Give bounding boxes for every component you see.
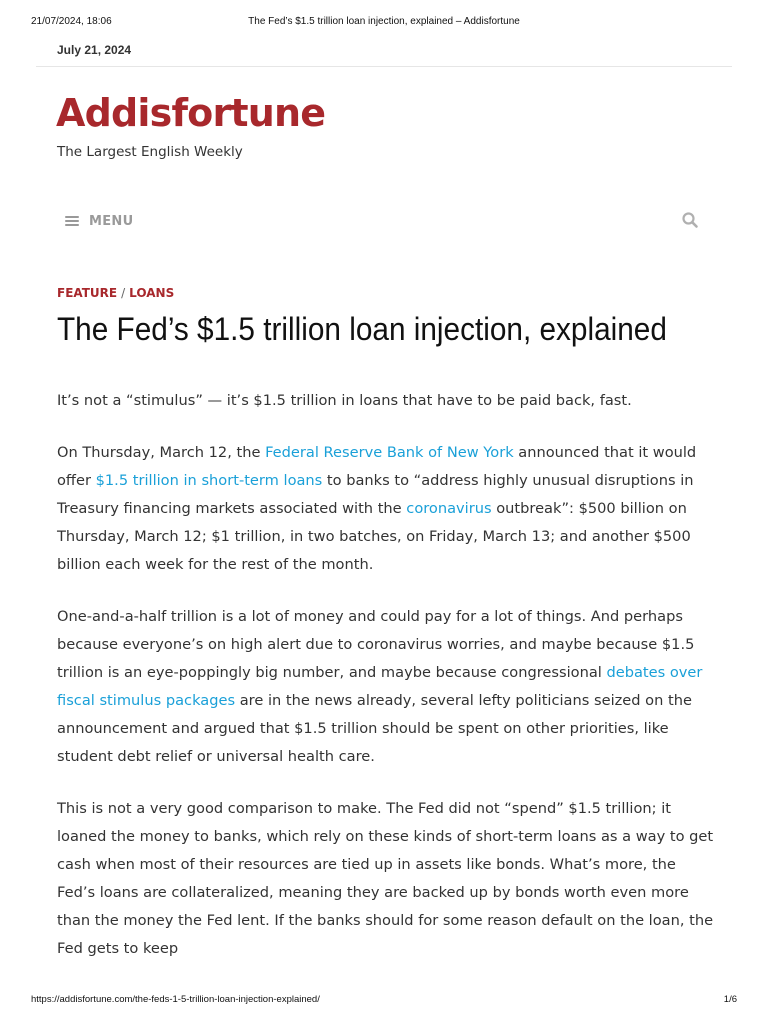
paragraph-2	[57, 439, 717, 579]
header-divider	[36, 66, 732, 67]
category-separator: /	[121, 286, 126, 300]
paragraph-text: One-and-a-half trillion is a lot of money and could pay for a lot of things. And perhaps because everyone’s on high alert due to coronavirus worries, and maybe because $1.5 trillion is an eye-poppingly big number, and maybe because congressional	[57, 608, 695, 681]
page-number: 1/6	[723, 994, 737, 1005]
current-date: July 21, 2024	[57, 43, 132, 57]
paragraph-text: to banks to “address highly unusual disruptions in Treasury financing markets associated with the	[57, 472, 694, 517]
site-title[interactable]: Addisfortune	[56, 91, 326, 135]
paragraph-text: are in the news already, several lefty politicians seized on the announcement and argued that $1.5 trillion should be spent on other priorities, like student debt relief or universal health care.	[57, 692, 692, 765]
print-timestamp: 21/07/2024, 18:06	[31, 16, 112, 27]
link-coronavirus[interactable]: coronavirus	[406, 500, 492, 517]
paragraph-1: It’s not a “stimulus” — it’s $1.5 trillion in loans that have to be paid back, fast.	[57, 392, 632, 409]
paragraph-text: On Thursday, March 12, the	[57, 444, 266, 461]
category-links	[57, 286, 174, 300]
menu-button[interactable]	[65, 211, 133, 231]
paragraph-text: outbreak”: $500 billion on Thursday, March 12; $1 trillion, in two batches, on Friday, March 13; and another $500 billion each week for the rest of the month.	[57, 500, 691, 573]
article-title: The Fed’s $1.5 trillion loan injection, explained	[57, 311, 667, 347]
paragraph-text: announced that it would offer	[57, 444, 697, 489]
print-header	[0, 16, 768, 30]
link-fiscal-stimulus-debates[interactable]: debates over fiscal stimulus packages	[57, 664, 703, 709]
print-footer	[0, 994, 768, 1008]
article-body	[57, 387, 717, 987]
category-feature[interactable]: FEATURE	[57, 286, 118, 300]
search-icon[interactable]	[681, 211, 699, 229]
site-tagline: The Largest English Weekly	[57, 144, 243, 160]
link-federal-reserve-bank[interactable]: Federal Reserve Bank of New York	[265, 444, 514, 461]
main-navigation	[57, 205, 703, 237]
link-short-term-loans[interactable]: $1.5 trillion in short-term loans	[95, 472, 323, 489]
page-url: https://addisfortune.com/the-feds-1-5-trillion-loan-injection-explained/	[31, 994, 320, 1005]
category-loans[interactable]: LOANS	[129, 286, 175, 300]
menu-label: MENU	[89, 213, 134, 229]
paragraph-3	[57, 603, 717, 771]
print-page-title: The Fed’s $1.5 trillion loan injection, explained – Addisfortune	[248, 16, 520, 27]
hamburger-icon	[65, 216, 79, 227]
paragraph-4: This is not a very good comparison to make. The Fed did not “spend” $1.5 trillion; it loaned the money to banks, which rely on these kinds of short-term loans as a way to get cash when most of their resources are tied up in assets like bonds. What’s more, the Fed’s loans are collateralized, meaning they are backed up by bonds worth even more than the money the Fed lent. If the banks should for some reason default on the loan, the Fed gets to keep	[57, 800, 714, 957]
